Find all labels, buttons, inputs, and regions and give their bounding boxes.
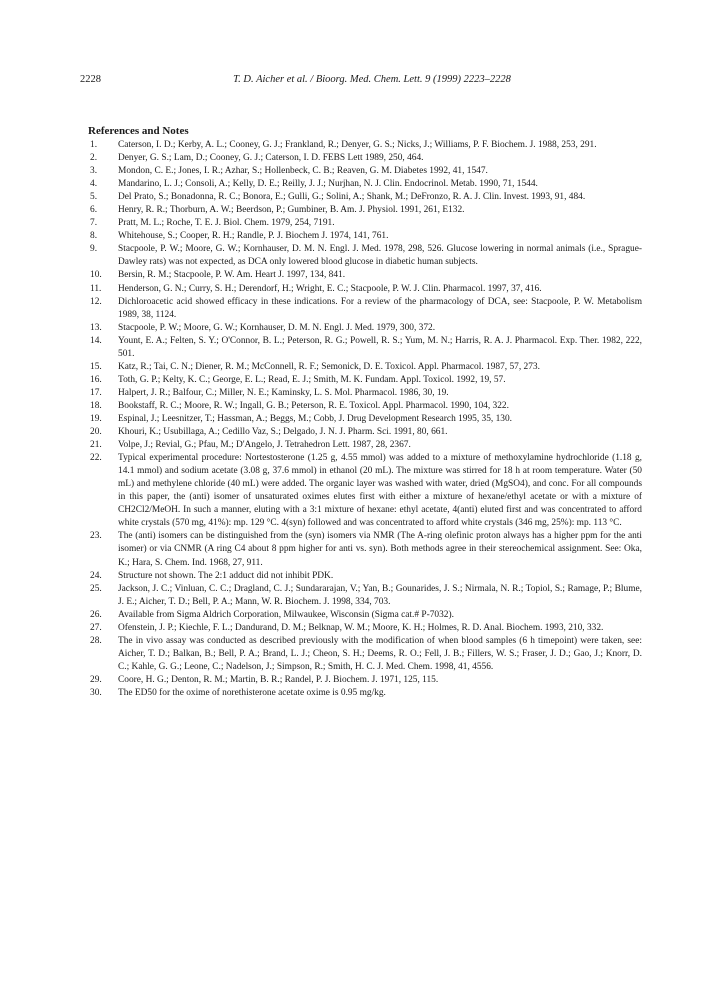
- reference-item: [88, 452, 642, 530]
- reference-item: [88, 139, 642, 152]
- reference-text: Mandarino, L. J.; Consoli, A.; Kelly, D. E.; Reilly, J. J.; Nurjhan, N. J. Clin. Endocrinol. Metab. 1990, 71, 1544.: [118, 179, 538, 190]
- references-list: [88, 139, 642, 700]
- reference-item: [88, 361, 642, 374]
- reference-text: Halpert, J. R.; Balfour, C.; Miller, N. E.; Kaminsky, L. S. Mol. Pharmacol. 1986, 30, 19.: [118, 387, 449, 398]
- reference-number: 15.: [90, 361, 102, 372]
- reference-text: Katz, R.; Tai, C. N.; Diener, R. M.; McConnell, R. F.; Semonick, D. E. Toxicol. Appl. Pharmacol. 1987, 57, 273.: [118, 361, 540, 372]
- reference-item: [88, 204, 642, 217]
- reference-item: [88, 191, 642, 204]
- reference-item: [88, 400, 642, 413]
- reference-item: [88, 152, 642, 165]
- reference-text: Del Prato, S.; Bonadonna, R. C.; Bonora, E.; Gulli, G.; Solini, A.; Shank, M.; DeFronzo, R. A. J. Clin. Invest. 1993, 91, 484.: [118, 192, 586, 203]
- reference-text: Mondon, C. E.; Jones, I. R.; Azhar, S.; Hollenbeck, C. B.; Reaven, G. M. Diabetes 1992, 41, 1547.: [118, 166, 488, 177]
- reference-number: 30.: [90, 687, 102, 698]
- reference-text: Espinal, J.; Leesnitzer, T.; Hassman, A.; Beggs, M.; Cobb, J. Drug Development Research 1995, 35, 130.: [118, 413, 513, 424]
- reference-item: [88, 426, 642, 439]
- reference-number: 22.: [90, 453, 102, 464]
- reference-number: 17.: [90, 387, 102, 398]
- page-number: 2228: [80, 74, 101, 85]
- reference-number: 26.: [90, 609, 102, 620]
- reference-text: Volpe, J.; Revial, G.; Pfau, M.; D'Angelo, J. Tetrahedron Lett. 1987, 28, 2367.: [118, 440, 411, 451]
- reference-text: The ED50 for the oxime of norethisterone acetate oxime is 0.95 mg/kg.: [118, 687, 386, 698]
- reference-item: [88, 674, 642, 687]
- reference-item: [88, 283, 642, 296]
- reference-text: Stacpoole, P. W.; Moore, G. W.; Kornhauser, D. M. N. Engl. J. Med. 1979, 300, 372.: [118, 322, 436, 333]
- reference-number: 28.: [90, 635, 102, 646]
- reference-number: 20.: [90, 427, 102, 438]
- reference-text: Dichloroacetic acid showed efficacy in these indications. For a review of the pharmacology of DCA, see: Stacpoole, P. W. Metabolism 1989, 38, 1124.: [118, 296, 642, 320]
- reference-item: [88, 322, 642, 335]
- reference-text: Structure not shown. The 2:1 adduct did not inhibit PDK.: [118, 570, 334, 581]
- reference-item: [88, 269, 642, 282]
- reference-text: Denyer, G. S.; Lam, D.; Cooney, G. J.; Caterson, I. D. FEBS Lett 1989, 250, 464.: [118, 153, 424, 164]
- reference-number: 3.: [90, 166, 98, 177]
- reference-text: Khouri, K.; Usubillaga, A.; Cedillo Vaz, S.; Delgado, J. N. J. Pharm. Sci. 1991, 80, 661.: [118, 427, 448, 438]
- reference-number: 24.: [90, 570, 102, 581]
- reference-number: 4.: [90, 179, 98, 190]
- reference-number: 25.: [90, 583, 102, 594]
- reference-text: The (anti) isomers can be distinguished from the (syn) isomers via NMR (The A-ring olefinic proton always has a higher ppm for the anti isomer) or via CNMR (A ring C4 about 8 ppm higher for anti vs. syn). Both methods agree in their stereochemical assignment. See: Oka, K.; Hara, S. Chem. Ind. 1968, 27, 911.: [118, 531, 642, 568]
- reference-item: [88, 635, 642, 674]
- reference-item: [88, 243, 642, 269]
- reference-number: 18.: [90, 400, 102, 411]
- reference-number: 13.: [90, 322, 102, 333]
- reference-number: 23.: [90, 531, 102, 542]
- reference-number: 6.: [90, 205, 98, 216]
- reference-item: [88, 217, 642, 230]
- reference-item: [88, 178, 642, 191]
- running-head: T. D. Aicher et al. / Bioorg. Med. Chem. Lett. 9 (1999) 2223–2228: [233, 74, 511, 85]
- reference-item: [88, 296, 642, 322]
- reference-item: [88, 374, 642, 387]
- reference-number: 2.: [90, 153, 98, 164]
- reference-number: 1.: [90, 140, 98, 150]
- reference-number: 9.: [90, 244, 98, 255]
- reference-item: [88, 570, 642, 583]
- reference-item: [88, 413, 642, 426]
- reference-item: [88, 439, 642, 452]
- reference-text: Ofenstein, J. P.; Kiechle, F. L.; Dandurand, D. M.; Belknap, W. M.; Moore, K. H.; Holmes, R. D. Anal. Biochem. 1993, 210, 332.: [118, 622, 604, 633]
- reference-number: 5.: [90, 192, 98, 203]
- reference-number: 8.: [90, 231, 98, 242]
- reference-item: [88, 230, 642, 243]
- reference-text: Henderson, G. N.; Curry, S. H.; Derendorf, H.; Wright, E. C.; Stacpoole, P. W. J. Clin. Pharmacol. 1997, 37, 416.: [118, 283, 542, 294]
- reference-text: Typical experimental procedure: Nortestosterone (1.25 g, 4.55 mmol) was added to a mixture of methoxylamine hydrochloride (1.18 g, 14.1 mmol) and sodium acetate (3.08 g, 37.6 mmol) in ethanol (20 mL). The mixture was stirred for 18 h at room temperature. Water (50 mL) and methylene chloride (40 mL) were added. The organic layer was washed with water, dried (MgSO4), and conc. For all compounds in this paper, the (anti) isomer of unsaturated oximes elutes first with either a mixture of hexane/ethyl acetate or with a mixture of CH2Cl2/MeOH. In such a manner, eluting with a 3:1 mixture of hexane: ethyl acetate, 4(anti) eluted first and was concentrated to afford white crystals (570 mg, 41%): mp. 129 °C. 4(syn) followed and was concentrated to afford white crystals (346 mg, 25%): mp. 113 °C.: [118, 453, 642, 529]
- section-title: References and Notes: [88, 125, 189, 137]
- reference-number: 14.: [90, 335, 102, 346]
- reference-item: [88, 530, 642, 569]
- reference-text: Pratt, M. L.; Roche, T. E. J. Biol. Chem. 1979, 254, 7191.: [118, 218, 335, 229]
- reference-number: 29.: [90, 674, 102, 685]
- reference-number: 19.: [90, 413, 102, 424]
- reference-text: Jackson, J. C.; Vinluan, C. C.; Dragland, C. J.; Sundararajan, V.; Yan, B.; Gounarides, J. S.; Nirmala, N. R.; Topiol, S.; Ramage, P.; Blume, J. E.; Aicher, T. D.; Bell, P. A.; Mann, W. R. Biochem. J. 1998, 334, 703.: [118, 583, 642, 607]
- reference-number: 16.: [90, 374, 102, 385]
- reference-text: Caterson, I. D.; Kerby, A. L.; Cooney, G. J.; Frankland, R.; Denyer, G. S.; Nicks, J.; Williams, P. F. Biochem. J. 1988, 253, 291.: [118, 140, 597, 150]
- reference-item: [88, 387, 642, 400]
- reference-number: 7.: [90, 218, 98, 229]
- reference-text: Whitehouse, S.; Cooper, R. H.; Randle, P. J. Biochem J. 1974, 141, 761.: [118, 231, 389, 242]
- reference-text: Available from Sigma Aldrich Corporation, Milwaukee, Wisconsin (Sigma cat.# P-7032).: [118, 609, 454, 620]
- reference-item: [88, 609, 642, 622]
- reference-text: Yount, E. A.; Felten, S. Y.; O'Connor, B. L.; Peterson, R. G.; Powell, R. S.; Yum, M. N.; Harris, R. A. J. Pharmacol. Exp. Ther. 1982, 222, 501.: [118, 335, 642, 359]
- reference-number: 27.: [90, 622, 102, 633]
- reference-number: 12.: [90, 296, 102, 307]
- reference-number: 11.: [90, 283, 102, 294]
- reference-text: Stacpoole, P. W.; Moore, G. W.; Kornhauser, D. M. N. Engl. J. Med. 1978, 298, 526. Glucose lowering in normal animals (i.e., Sprague-Dawley rats) was not expected, as DCA only lowered blood glucose in diabetic human subjects.: [118, 244, 642, 268]
- reference-text: Henry, R. R.; Thorburn, A. W.; Beerdson, P.; Gumbiner, B. Am. J. Physiol. 1991, 261, E132.: [118, 205, 465, 216]
- reference-text: Coore, H. G.; Denton, R. M.; Martin, B. R.; Randel, P. J. Biochem. J. 1971, 125, 115.: [118, 674, 439, 685]
- reference-item: [88, 335, 642, 361]
- reference-item: [88, 622, 642, 635]
- reference-item: [88, 687, 642, 700]
- reference-text: Bersin, R. M.; Stacpoole, P. W. Am. Heart J. 1997, 134, 841.: [118, 270, 346, 281]
- reference-text: Bookstaff, R. C.; Moore, R. W.; Ingall, G. B.; Peterson, R. E. Toxicol. Appl. Pharmacol. 1990, 104, 322.: [118, 400, 509, 411]
- reference-text: The in vivo assay was conducted as described previously with the modification of when blood samples (6 h timepoint) were taken, see: Aicher, T. D.; Balkan, B.; Bell, P. A.; Brand, L. J.; Cheon, S. H.; Deems, R. O.; Fell, J. B.; Fillers, W. S.; Fraser, J. D.; Gao, J.; Knorr, D. C.; Kahle, G. G.; Leone, C.; Nadelson, J.; Simpson, R.; Smith, H. C. J. Med. Chem. 1998, 41, 4556.: [118, 635, 642, 672]
- reference-number: 21.: [90, 440, 102, 451]
- reference-item: [88, 583, 642, 609]
- reference-text: Toth, G. P.; Kelty, K. C.; George, E. L.; Read, E. J.; Smith, M. K. Fundam. Appl. Toxicol. 1992, 19, 57.: [118, 374, 506, 385]
- reference-item: [88, 165, 642, 178]
- reference-number: 10.: [90, 270, 102, 281]
